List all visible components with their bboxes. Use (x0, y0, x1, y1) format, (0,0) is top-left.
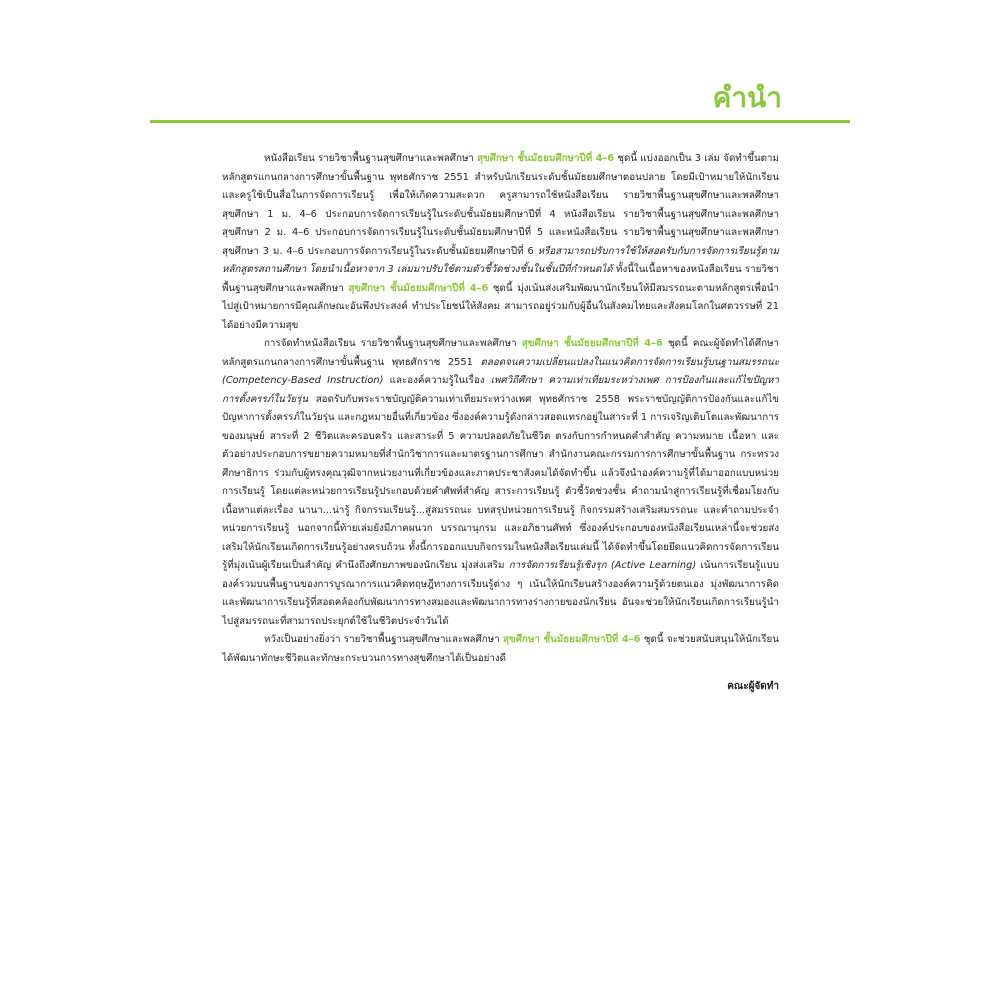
highlight-series-name: สุขศึกษา ชั้นมัธยมศึกษาปีที่ 4–6 (348, 282, 489, 294)
text-run: ชุดนี้ จะช่วยสนับสนุนให้นักเรียนได้พัฒนาทักษะชีวิตและทักษะกระบวนการทางสุขศึกษาได้เป็นอย่างดี (222, 634, 779, 664)
text-run: เน้นการเรียนรู้แบบองค์รวมบนพื้นฐานของการบูรณาการแนวคิดทฤษฎีทางการเรียนรู้ต่าง ๆ เน้นให้นักเรียนสร้างองค์ความรู้ด้วยตนเอง มุ่งพัฒนาการคิด และพัฒนาการเรียนรู้ที่สอดคล้องกับพัฒนาการทางสมองและพัฒนาการทางร่างกายของนักเรียน อันจะช่วยให้นักเรียนเกิดการเรียนรู้นำไปสู่สมรรถนะที่สามารถประยุกต์ใช้ในชีวิตประจำวันได้ (222, 560, 779, 627)
text-run: การจัดทำหนังสือเรียน รายวิชาพื้นฐานสุขศึกษาและพลศึกษา (264, 338, 522, 349)
text-run: ชุดนี้ มุ่งเน้นส่งเสริมพัฒนานักเรียนให้มีสมรรถนะตามหลักสูตรเพื่อนำไปสู่เป้าหมายการมีคุณลักษณะอันพึงประสงค์ ทำประโยชน์ให้สังคม สามารถอยู่ร่วมกับผู้อื่นในสังคมไทยและสังคมโลกในศตวรรษที่ 21 ได้อย่างมีความสุข (222, 282, 779, 331)
text-run: สอดรับกับพระราชบัญญัติความเท่าเทียมระหว่างเพศ พุทธศักราช 2558 พระราชบัญญัติการป้องกันและแก้ไขปัญหาการตั้งครรภ์ในวัยรุ่น และกฎหมายอื่นที่เกี่ยวข้อง ซึ่งองค์ความรู้ดังกล่าวสอดแทรกอยู่ในสาระที่ 1 การเจริญเติบโตและพัฒนาการของมนุษย์ สาระที่ 2 ชีวิตและครอบครัว และสาระที่ 5 ความปลอดภัยในชีวิต ตรงกับการกำหนดคำสำคัญ ความหมาย เนื้อหา และตัวอย่างประกอบการขยายความหมายที่สำนักวิชาการและมาตรฐานการศึกษา สำนักงานคณะกรรมการการศึกษาขั้นพื้นฐาน กระทรวงศึกษาธิการ ร่วมกับผู้ทรงคุณวุฒิจากหน่วยงานที่เกี่ยวข้องและภาคประชาสังคมได้จัดทำขึ้น แล้วจึงนำองค์ความรู้ที่ได้มาออกแบบหน่วยการเรียนรู้ โดยแต่ละหน่วยการเรียนรู้ประกอบด้วยคำศัพท์สำคัญ สาระการเรียนรู้ ตัวชี้วัดช่วงชั้น คำถามนำสู่การเรียนรู้ที่เชื่อมโยงกับเนื้อหาแต่ละเรื่อง นานา...น่ารู้ กิจกรรมเรียนรู้...สู่สมรรถนะ บทสรุปหน่วยการเรียนรู้ กิจกรรมสร้างเสริมสมรรถนะ และคำถามประจำหน่วยการเรียนรู้ นอกจากนี้ท้ายเล่มยังมีภาคผนวก บรรณานุกรม และอภิธานศัพท์ ซึ่งองค์ประกอบของหนังสือเรียนเหล่านี้จะช่วยส่งเสริมให้นักเรียนเกิดการเรียนรู้อย่างครบถ้วน ทั้งนี้การออกแบบกิจกรรมในหนังสือเรียนเล่มนี้ ได้จัดทำขึ้นโดยยึดแนวคิดการจัดการเรียนรู้ที่มุ่งเน้นผู้เรียนเป็นสำคัญ คำนึงถึงศักยภาพของนักเรียน มุ่งส่งเสริม (222, 393, 779, 571)
signature: คณะผู้จัดทำ (727, 681, 779, 692)
text-run: หนังสือเรียน รายวิชาพื้นฐานสุขศึกษาและพลศึกษา (264, 153, 478, 164)
italic-text: การจัดการเรียนรู้เชิงรุก (Active Learning) (508, 560, 697, 571)
italic-text: ตลอดจนความเปลี่ยนแปลงในแนวคิดการจัดการเรียนรู้บนฐานสมรรถนะ (Competency-Based Instruction) (222, 356, 779, 386)
text-run: หวังเป็นอย่างยิ่งว่า รายวิชาพื้นฐานสุขศึกษาและพลศึกษา (264, 634, 504, 645)
page-title: คำนำ (712, 81, 782, 114)
text-run: ชุดนี้ แบ่งออกเป็น 3 เล่ม จัดทำขึ้นตามหลักสูตรแกนกลางการศึกษาขั้นพื้นฐาน พุทธศักราช 2551 สำหรับนักเรียนระดับชั้นมัธยมศึกษาตอนปลาย โดยมีเป้าหมายให้นักเรียนและครูใช้เป็นสื่อในการจัดการเรียนรู้ เพื่อให้เกิดความสะดวก ครูสามารถใช้หนังสือเรียน รายวิชาพื้นฐานสุขศึกษาและพลศึกษา สุขศึกษา 1 ม. 4–6 ประกอบการจัดการเรียนรู้ในระดับชั้นมัธยมศึกษาปีที่ 4 หนังสือเรียน รายวิชาพื้นฐานสุขศึกษาและพลศึกษา สุขศึกษา 2 ม. 4–6 ประกอบการจัดการเรียนรู้ในระดับชั้นมัธยมศึกษาปีที่ 5 และหนังสือเรียน รายวิชาพื้นฐานสุขศึกษาและพลศึกษา สุขศึกษา 3 ม. 4–6 ประกอบการจัดการเรียนรู้ในระดับชั้นมัธยมศึกษาปีที่ 6 (222, 153, 779, 257)
paragraph-2 (222, 335, 779, 631)
italic-text: หรือสามารถปรับการใช้ให้สอดรับกับการจัดการเรียนรู้ตามหลักสูตรสถานศึกษา โดยนำเนื้อหาจาก 3 เล่มมาปรับใช้ตามตัวชี้วัดช่วงชั้นในชั้นปีที่กำหนดได้ (222, 245, 779, 275)
paragraph-3 (222, 631, 779, 668)
italic-text: เพศวิถีศึกษา ความเท่าเทียมระหว่างเพศ การป้องกันและแก้ไขปัญหาการตั้งครรภ์ในวัยรุ่น (222, 375, 779, 405)
highlight-series-name: สุขศึกษา ชั้นมัธยมศึกษาปีที่ 4–6 (521, 338, 663, 349)
highlight-series-name: สุขศึกษา ชั้นมัธยมศึกษาปีที่ 4–6 (503, 634, 641, 645)
highlight-series-name: สุขศึกษา ชั้นมัธยมศึกษาปีที่ 4–6 (477, 153, 615, 164)
paragraph-1 (222, 150, 779, 335)
title-underline (150, 120, 850, 123)
text-run: ชุดนี้ คณะผู้จัดทำได้ศึกษาหลักสูตรแกนกลางการศึกษาขั้นพื้นฐาน พุทธศักราช 2551 (222, 338, 780, 368)
text-run: และองค์ความรู้ในเรื่อง (383, 375, 491, 386)
text-run: ทั้งนี้ในเนื้อหาของหนังสือเรียน รายวิชาพื้นฐานสุขศึกษาและพลศึกษา (222, 264, 779, 294)
preface-body (222, 150, 779, 697)
